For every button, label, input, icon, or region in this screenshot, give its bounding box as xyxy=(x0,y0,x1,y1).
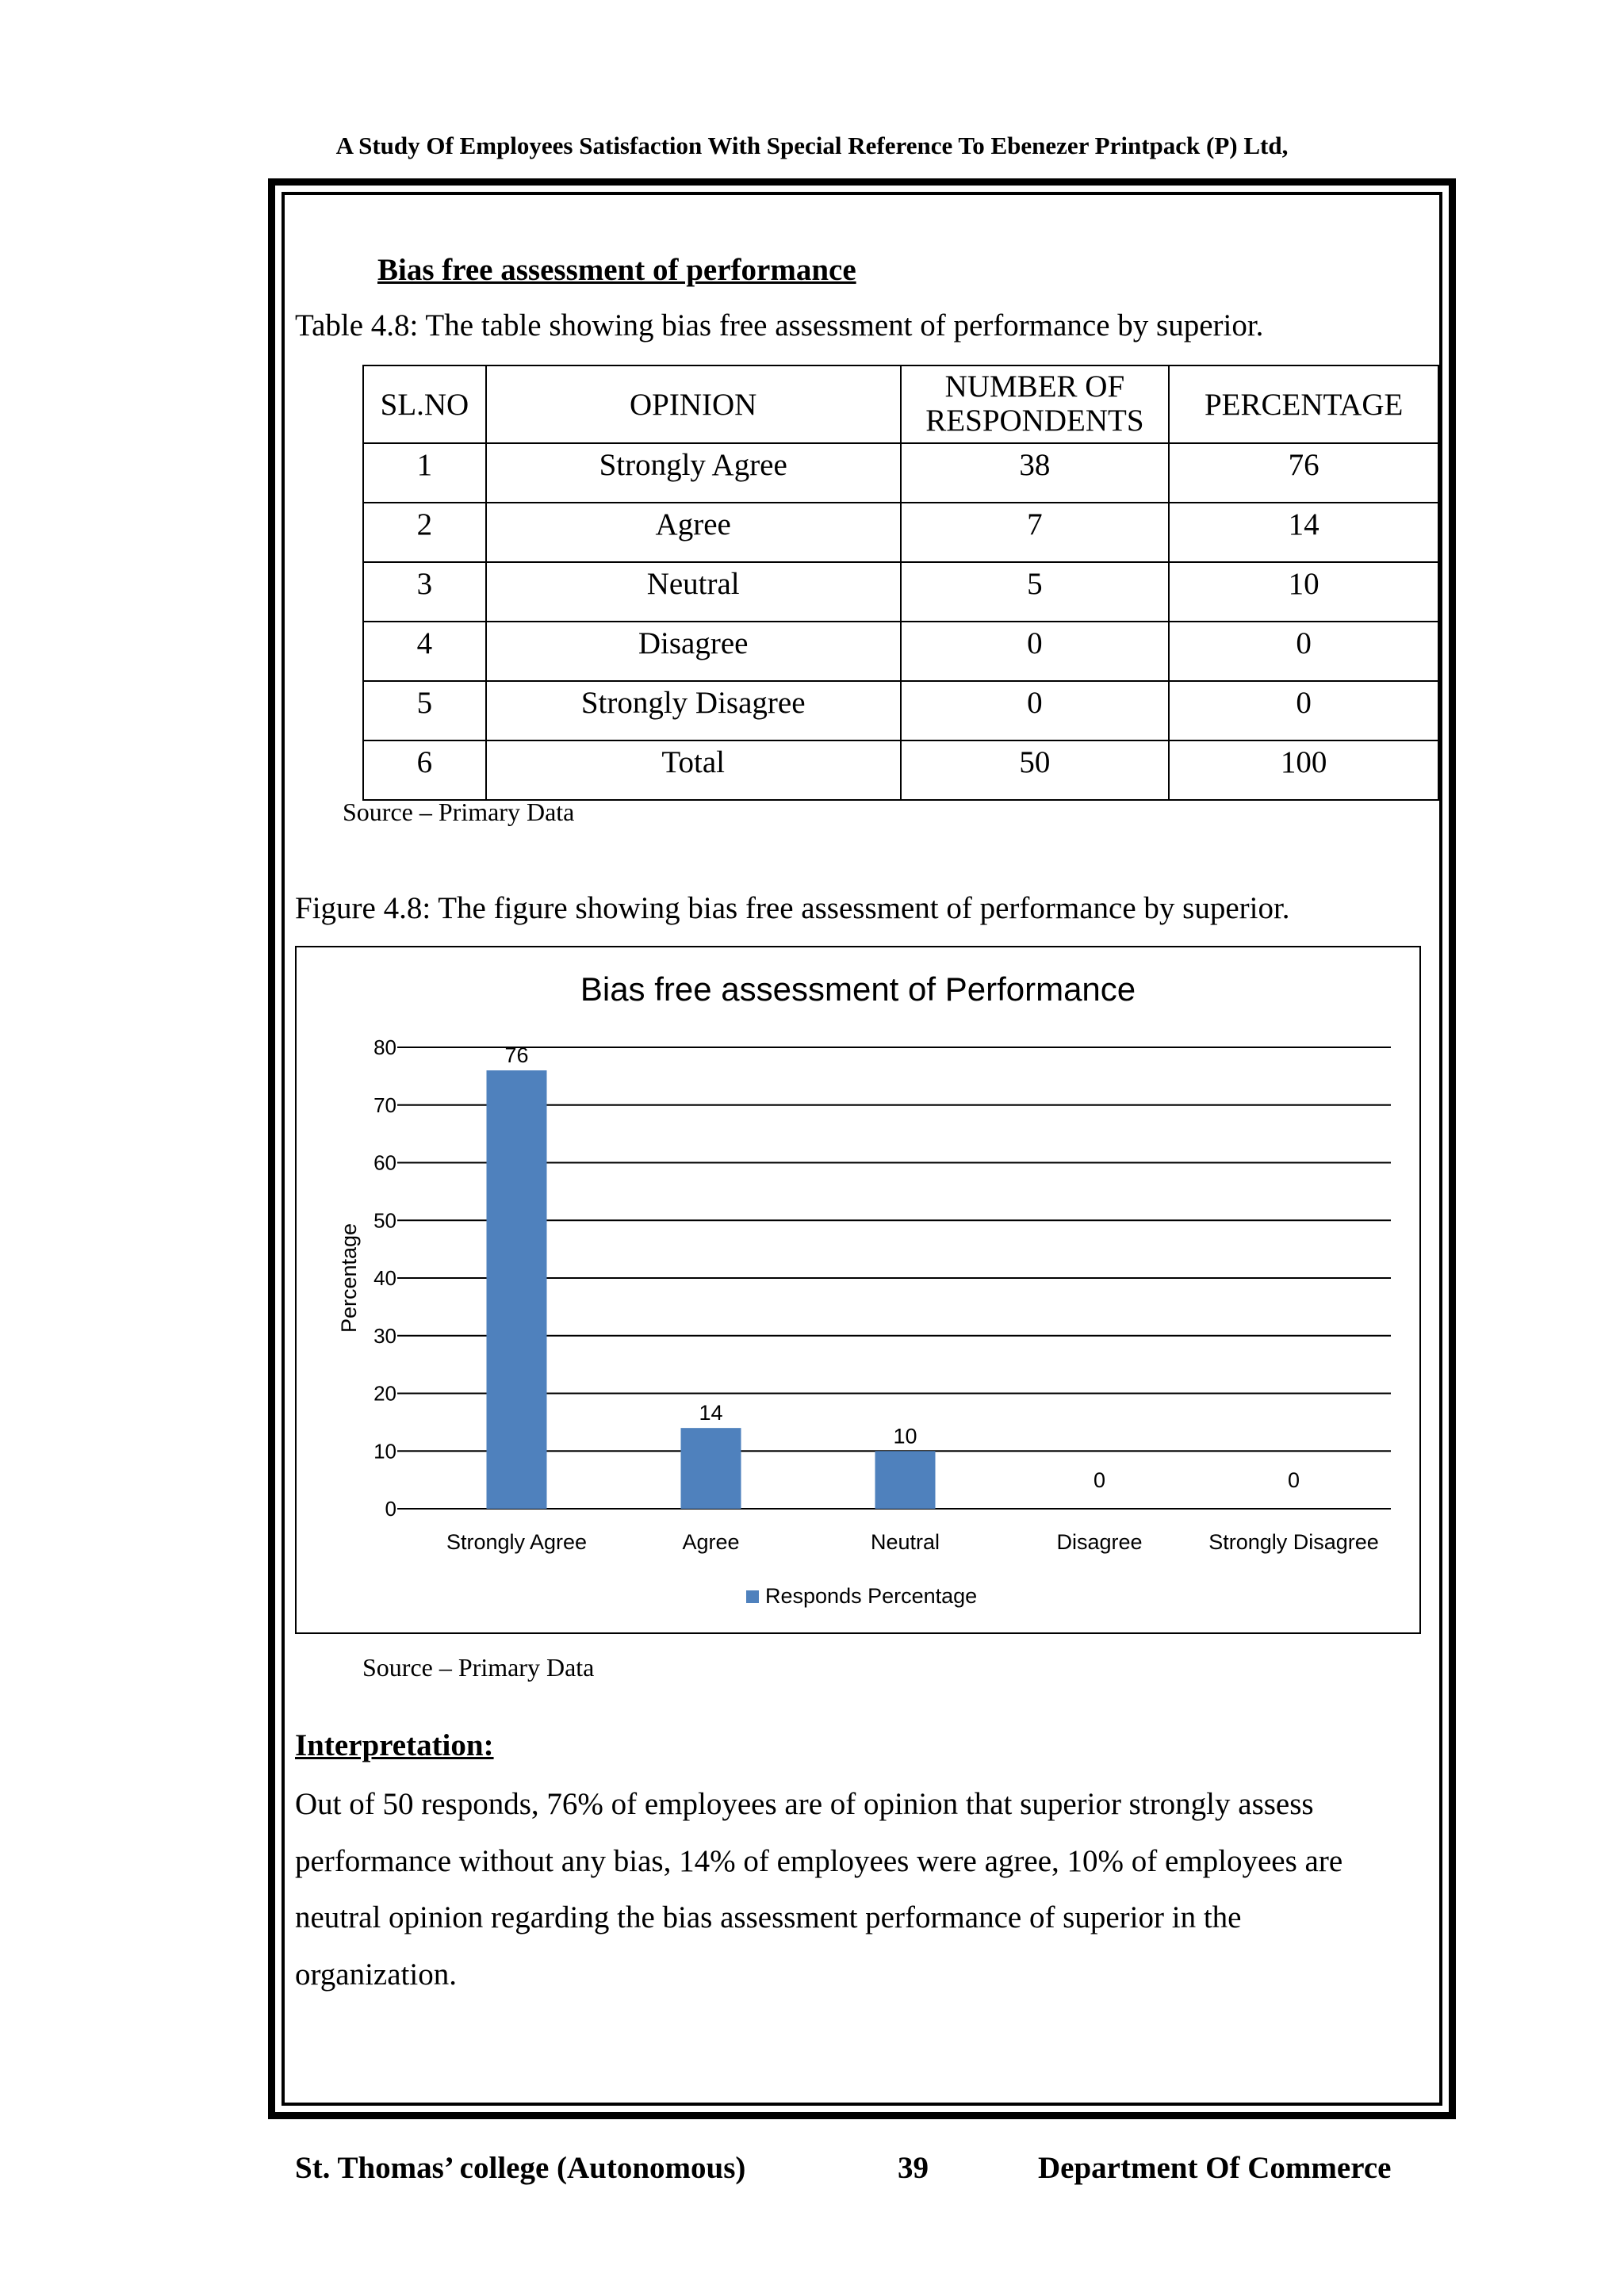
cell-opinion: Strongly Disagree xyxy=(486,681,901,740)
y-tick-label: 50 xyxy=(373,1208,396,1233)
y-tick-label: 70 xyxy=(373,1093,396,1117)
cell-respondents: 5 xyxy=(901,562,1170,622)
cell-percentage: 100 xyxy=(1169,740,1438,800)
interpretation-line: Out of 50 responds, 76% of employees are of opinion that superior strongly assess xyxy=(295,1787,1314,1821)
interpretation-body xyxy=(295,1776,1421,2003)
table-row xyxy=(363,681,1438,740)
interpretation-line: performance without any bias, 14% of employees were agree, 10% of employees are xyxy=(295,1843,1343,1878)
header-sl: SL.NO xyxy=(363,365,486,443)
y-axis-label: Percentage xyxy=(337,1223,361,1334)
y-tick-label: 0 xyxy=(385,1497,396,1521)
figure-source: Source – Primary Data xyxy=(362,1653,595,1682)
data-label: 14 xyxy=(699,1401,723,1425)
y-tick-label: 10 xyxy=(373,1439,396,1464)
cell-percentage: 0 xyxy=(1169,681,1438,740)
cell-respondents: 38 xyxy=(901,443,1170,503)
y-tick-label: 60 xyxy=(373,1150,396,1175)
y-tick-label: 40 xyxy=(373,1266,396,1290)
cell-sl: 1 xyxy=(363,443,486,503)
cell-percentage: 76 xyxy=(1169,443,1438,503)
table-row xyxy=(363,562,1438,622)
bar xyxy=(875,1451,936,1509)
cell-opinion: Strongly Agree xyxy=(486,443,901,503)
cell-percentage: 10 xyxy=(1169,562,1438,622)
cell-opinion: Agree xyxy=(486,503,901,562)
x-tick-label: Neutral xyxy=(870,1530,940,1554)
y-tick-label: 30 xyxy=(373,1323,396,1348)
cell-respondents: 0 xyxy=(901,622,1170,681)
y-tick-label: 80 xyxy=(373,1035,396,1059)
cell-sl: 3 xyxy=(363,562,486,622)
cell-sl: 4 xyxy=(363,622,486,681)
table-caption: Table 4.8: The table showing bias free assessment of performance by superior. xyxy=(295,308,1264,342)
x-tick-label: Strongly Disagree xyxy=(1208,1530,1379,1554)
data-label: 0 xyxy=(1093,1468,1106,1492)
interpretation-title: Interpretation: xyxy=(295,1728,494,1762)
running-header: A Study Of Employees Satisfaction With Special Reference To Ebenezer Printpack (P) Ltd, xyxy=(335,132,1289,159)
bar xyxy=(681,1428,741,1509)
cell-opinion: Neutral xyxy=(486,562,901,622)
data-label: 10 xyxy=(893,1424,917,1448)
table-row xyxy=(363,622,1438,681)
cell-sl: 2 xyxy=(363,503,486,562)
data-label: 0 xyxy=(1287,1468,1300,1492)
table-row xyxy=(363,740,1438,800)
header-respondents-line1: NUMBER OF xyxy=(944,369,1125,404)
data-table xyxy=(362,365,1439,801)
cell-percentage: 14 xyxy=(1169,503,1438,562)
cell-opinion: Total xyxy=(486,740,901,800)
interpretation-line: organization. xyxy=(295,1957,457,1992)
x-tick-label: Disagree xyxy=(1056,1530,1143,1554)
bar xyxy=(487,1070,547,1509)
header-percentage: PERCENTAGE xyxy=(1169,365,1438,443)
bar-chart xyxy=(297,947,1419,1632)
table-row xyxy=(363,503,1438,562)
x-tick-label: Strongly Agree xyxy=(446,1530,588,1554)
x-tick-label: Agree xyxy=(682,1530,740,1554)
chart-frame xyxy=(295,946,1421,1634)
footer-college: St. Thomas’ college (Autonomous) xyxy=(295,2151,746,2185)
cell-sl: 6 xyxy=(363,740,486,800)
header-opinion: OPINION xyxy=(486,365,901,443)
table-header-row xyxy=(363,365,1438,443)
y-tick-label: 20 xyxy=(373,1381,396,1406)
section-title: Bias free assessment of performance xyxy=(377,253,856,287)
interpretation-line: neutral opinion regarding the bias assessment performance of superior in the xyxy=(295,1900,1242,1934)
cell-respondents: 0 xyxy=(901,681,1170,740)
cell-sl: 5 xyxy=(363,681,486,740)
legend-label: Responds Percentage xyxy=(765,1584,978,1608)
cell-percentage: 0 xyxy=(1169,622,1438,681)
chart-title: Bias free assessment of Performance xyxy=(580,970,1136,1008)
table-row xyxy=(363,443,1438,503)
figure-caption: Figure 4.8: The figure showing bias free assessment of performance by superior. xyxy=(295,891,1290,925)
legend-swatch xyxy=(746,1590,759,1603)
data-label: 76 xyxy=(504,1043,529,1068)
footer-department: Department Of Commerce xyxy=(1038,2151,1392,2185)
footer-page-number: 39 xyxy=(898,2151,929,2185)
header-respondents-line2: RESPONDENTS xyxy=(925,404,1144,438)
header-respondents xyxy=(901,365,1170,443)
table-source: Source – Primary Data xyxy=(343,798,575,826)
cell-respondents: 7 xyxy=(901,503,1170,562)
cell-opinion: Disagree xyxy=(486,622,901,681)
cell-respondents: 50 xyxy=(901,740,1170,800)
